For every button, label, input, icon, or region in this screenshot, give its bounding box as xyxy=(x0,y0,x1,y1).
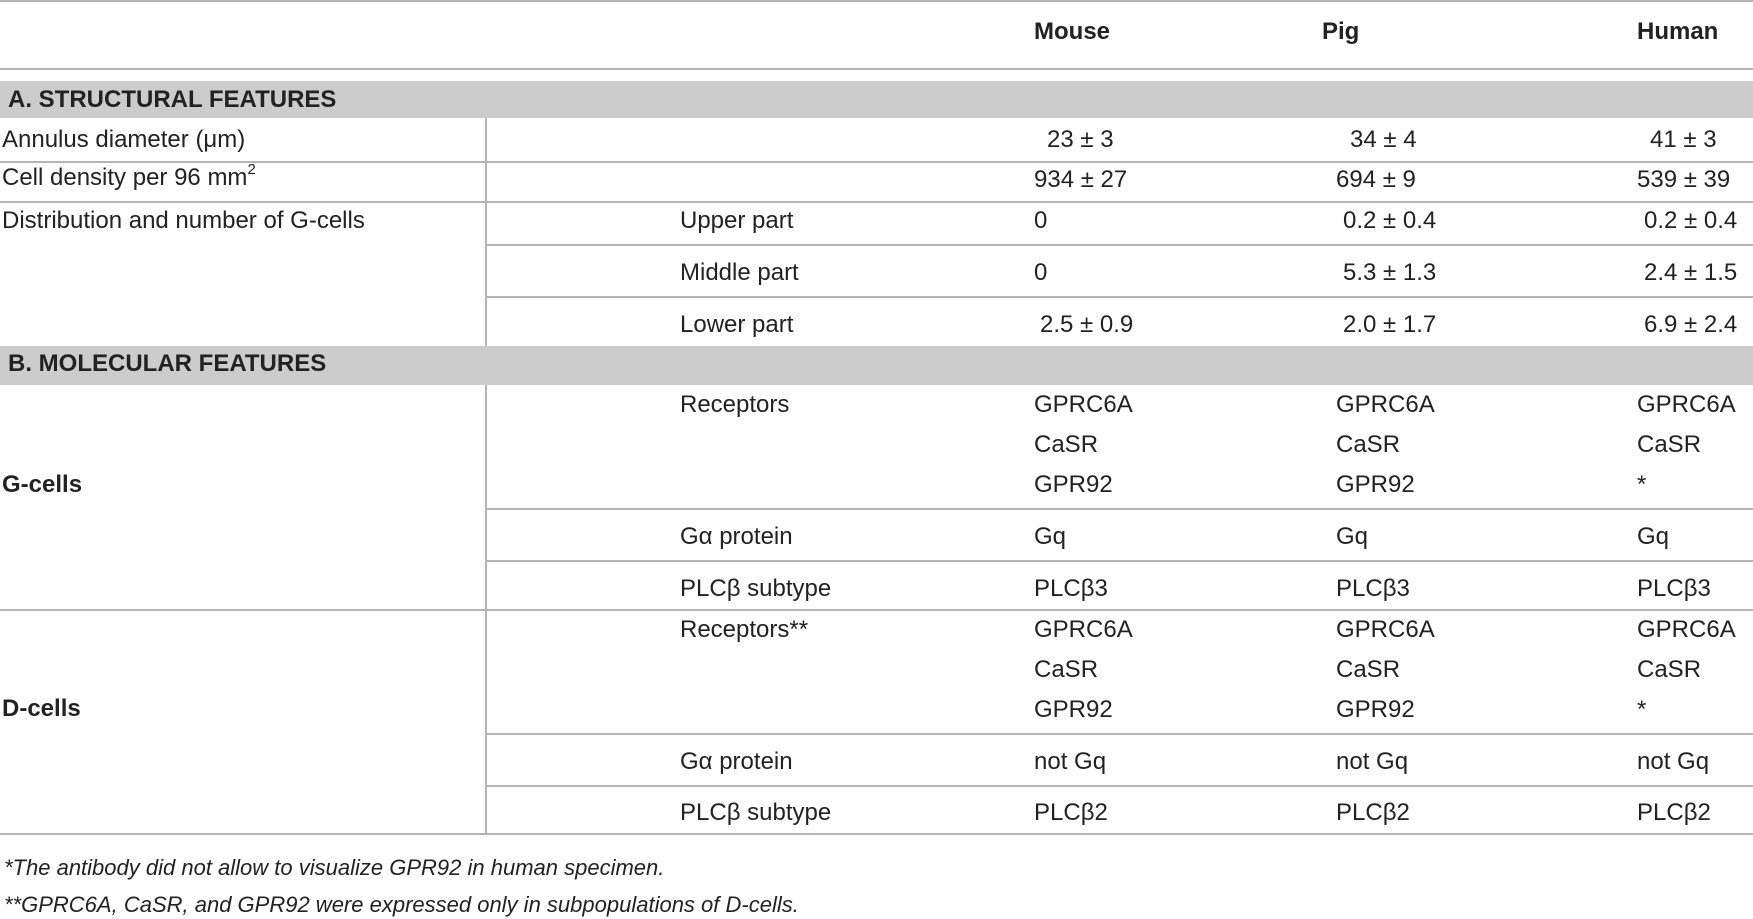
d-receptor-mouse-2: CaSR xyxy=(1034,656,1099,683)
footnote-1: *The antibody did not allow to visualize GPR92 in human specimen. xyxy=(4,855,665,880)
g-receptor-mouse-2: CaSR xyxy=(1034,431,1099,458)
lower-part-pig: 2.0 ± 1.7 xyxy=(1343,311,1437,338)
g-plc-human: PLCβ3 xyxy=(1637,575,1711,602)
upper-part-mouse: 0 xyxy=(1034,207,1048,234)
d-plc-pig: PLCβ2 xyxy=(1336,799,1410,826)
row-divider xyxy=(486,733,1753,735)
row-divider xyxy=(0,201,1753,203)
d-receptor-mouse-1: GPRC6A xyxy=(1034,616,1133,643)
header-divider xyxy=(0,68,1753,70)
d-plc-human: PLCβ2 xyxy=(1637,799,1711,826)
g-plc-label: PLCβ subtype xyxy=(680,575,832,602)
d-receptor-human-1: GPRC6A xyxy=(1637,616,1736,643)
g-receptor-mouse-1: GPRC6A xyxy=(1034,391,1133,418)
g-plc-pig: PLCβ3 xyxy=(1336,575,1410,602)
row-divider xyxy=(486,785,1753,787)
d-galpha-label: Gα protein xyxy=(680,748,793,775)
g-receptor-pig-3: GPR92 xyxy=(1336,471,1415,498)
row-divider xyxy=(486,560,1753,562)
footnote-2: **GPRC6A, CaSR, and GPR92 were expressed only in subpopulations of D-cells. xyxy=(4,892,799,917)
g-galpha-pig: Gq xyxy=(1336,523,1369,550)
g-cells-label: G-cells xyxy=(2,471,83,498)
annulus-human: 41 ± 3 xyxy=(1650,126,1717,153)
g-plc-mouse: PLCβ3 xyxy=(1034,575,1108,602)
table-bottom-border xyxy=(0,833,1753,835)
middle-part-mouse: 0 xyxy=(1034,259,1048,286)
g-receptors-label: Receptors xyxy=(680,391,790,418)
column-header-human: Human xyxy=(1637,18,1719,45)
density-label xyxy=(2,161,256,191)
g-receptor-human-2: CaSR xyxy=(1637,431,1702,458)
g-receptor-human-3: * xyxy=(1637,471,1647,498)
row-divider xyxy=(486,508,1753,510)
section-b-title: B. MOLECULAR FEATURES xyxy=(8,350,327,377)
lower-part-mouse: 2.5 ± 0.9 xyxy=(1040,311,1134,338)
density-pig: 694 ± 9 xyxy=(1336,166,1416,193)
row-divider xyxy=(486,244,1753,246)
middle-part-pig: 5.3 ± 1.3 xyxy=(1343,259,1437,286)
g-receptor-mouse-3: GPR92 xyxy=(1034,471,1113,498)
upper-part-label: Upper part xyxy=(680,207,794,234)
row-divider xyxy=(486,296,1753,298)
g-galpha-mouse: Gq xyxy=(1034,523,1067,550)
d-plc-mouse: PLCβ2 xyxy=(1034,799,1108,826)
distribution-label: Distribution and number of G-cells xyxy=(2,207,365,234)
column-header-mouse: Mouse xyxy=(1034,18,1111,45)
upper-part-pig: 0.2 ± 0.4 xyxy=(1343,207,1437,234)
d-cells-label: D-cells xyxy=(2,695,81,722)
upper-part-human: 0.2 ± 0.4 xyxy=(1644,207,1738,234)
g-receptor-human-1: GPRC6A xyxy=(1637,391,1736,418)
density-label-text: Cell density per 96 mm xyxy=(2,164,248,191)
d-receptor-pig-1: GPRC6A xyxy=(1336,616,1435,643)
d-receptor-pig-2: CaSR xyxy=(1336,656,1401,683)
lower-part-human: 6.9 ± 2.4 xyxy=(1644,311,1738,338)
d-galpha-pig: not Gq xyxy=(1336,748,1409,775)
group-divider xyxy=(0,609,1753,611)
d-galpha-human: not Gq xyxy=(1637,748,1710,775)
d-galpha-mouse: not Gq xyxy=(1034,748,1107,775)
middle-part-human: 2.4 ± 1.5 xyxy=(1644,259,1738,286)
column-divider-a xyxy=(485,118,487,346)
d-plc-label: PLCβ subtype xyxy=(680,799,832,826)
annulus-pig: 34 ± 4 xyxy=(1350,126,1417,153)
middle-part-label: Middle part xyxy=(680,259,799,286)
g-galpha-label: Gα protein xyxy=(680,523,793,550)
column-header-pig: Pig xyxy=(1322,18,1360,45)
table-top-border xyxy=(0,0,1753,2)
d-receptors-label: Receptors** xyxy=(680,616,809,643)
density-label-sup: 2 xyxy=(247,161,256,178)
g-receptor-pig-1: GPRC6A xyxy=(1336,391,1435,418)
g-galpha-human: Gq xyxy=(1637,523,1670,550)
d-receptor-human-2: CaSR xyxy=(1637,656,1702,683)
g-receptor-pig-2: CaSR xyxy=(1336,431,1401,458)
d-receptor-human-3: * xyxy=(1637,696,1647,723)
annulus-label: Annulus diameter (μm) xyxy=(2,126,246,153)
section-a-title: A. STRUCTURAL FEATURES xyxy=(8,86,337,113)
annulus-mouse: 23 ± 3 xyxy=(1047,126,1114,153)
density-human: 539 ± 39 xyxy=(1637,166,1731,193)
density-mouse: 934 ± 27 xyxy=(1034,166,1128,193)
lower-part-label: Lower part xyxy=(680,311,794,338)
d-receptor-mouse-3: GPR92 xyxy=(1034,696,1113,723)
row-divider xyxy=(0,161,1753,163)
d-receptor-pig-3: GPR92 xyxy=(1336,696,1415,723)
